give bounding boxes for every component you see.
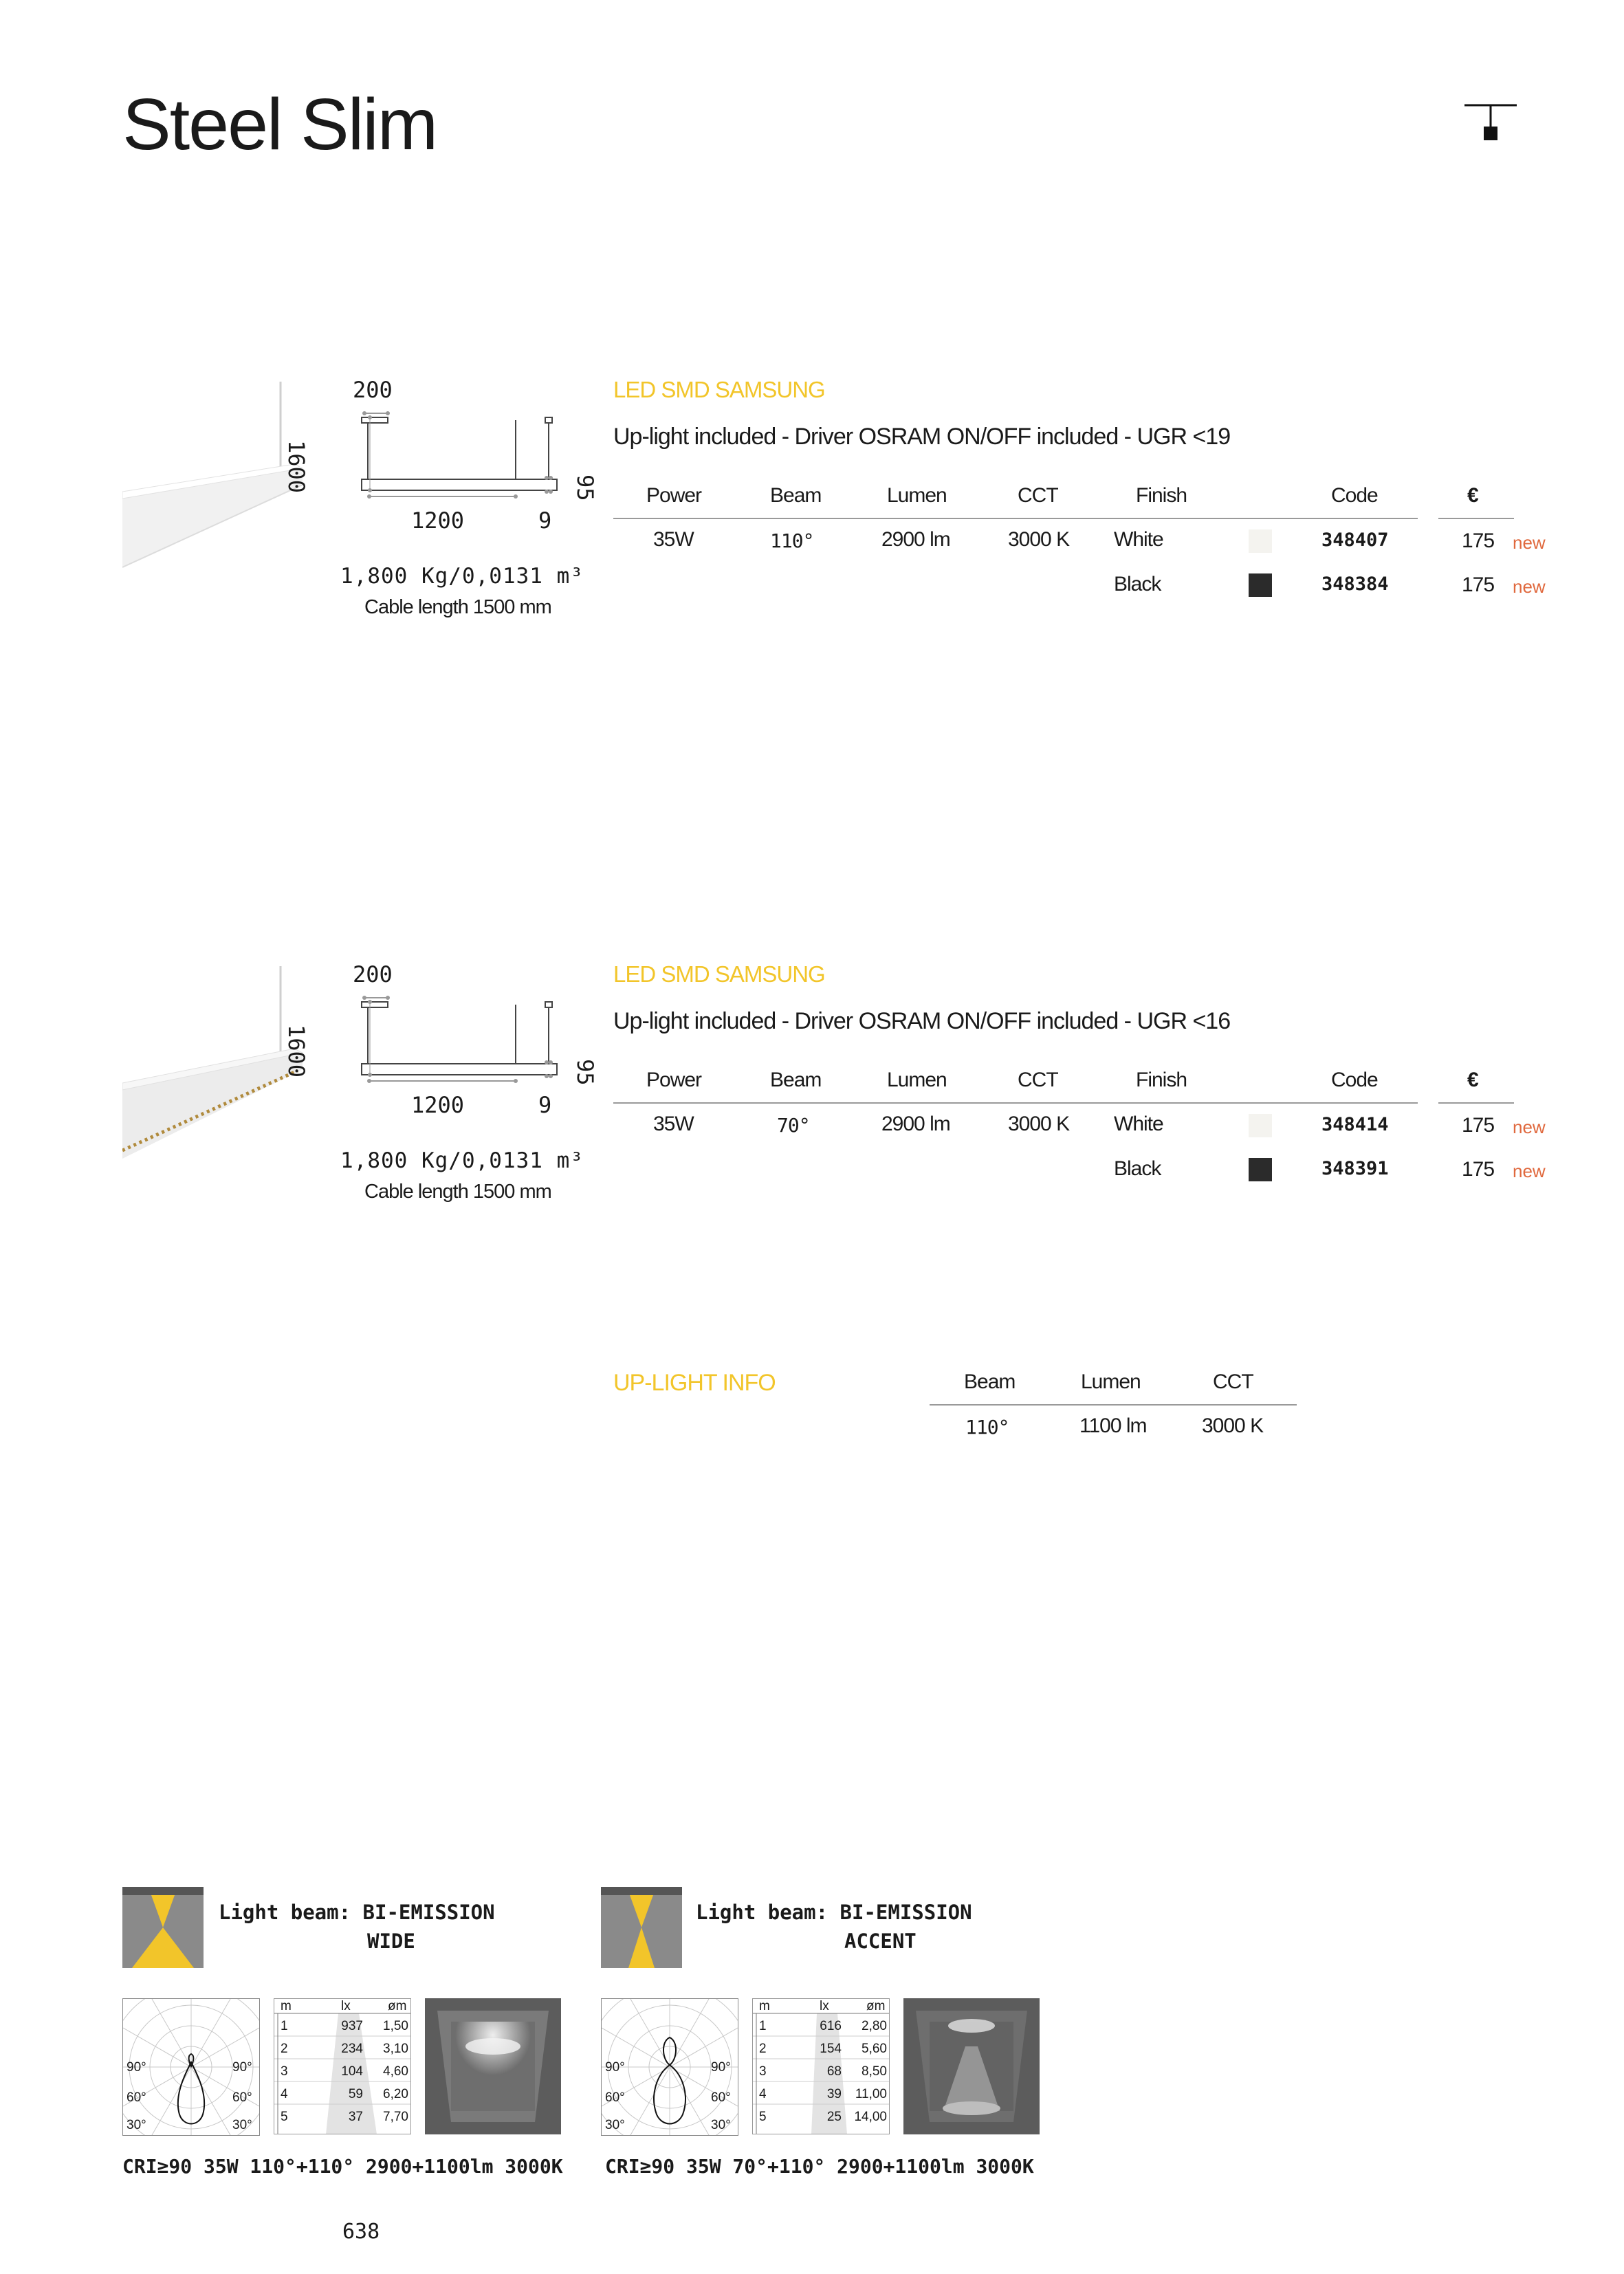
table-cell-lx: 37 (348, 2110, 363, 2124)
table-cell-om: 8,50 (862, 2064, 887, 2079)
angle-30-left: 30° (605, 2118, 625, 2132)
col-lumen: Lumen (887, 1069, 947, 1091)
table-header-m: m (281, 1999, 292, 2013)
table-cell-om: 1,50 (383, 2019, 408, 2033)
product-subtitle: Up-light included - Driver OSRAM ON/OFF included - UGR <16 (613, 1008, 1231, 1034)
product-code: 348414 (1321, 1114, 1389, 1135)
page-title: Steel Slim (122, 84, 437, 165)
table-cell-om: 7,70 (383, 2110, 408, 2124)
spec-power: 35W (653, 1113, 694, 1135)
spec-beam: 70° (777, 1114, 810, 1137)
uplight-col-cct: CCT (1213, 1370, 1253, 1393)
product-code: 348384 (1321, 573, 1389, 595)
table-cell-lx: 154 (820, 2042, 842, 2056)
swatch-black (1249, 573, 1272, 597)
col-code: Code (1331, 484, 1378, 507)
product-image (122, 382, 308, 574)
illuminance-table (752, 1998, 890, 2134)
angle-60-right: 60° (232, 2090, 252, 2105)
uplight-cct: 3000 K (1202, 1414, 1264, 1437)
weight-volume: 1,800 Kg/0,0131 m³ (340, 564, 584, 589)
finish-white: White (1114, 1113, 1163, 1135)
table-header-lx: lx (341, 1999, 351, 2013)
col-finish: Finish (1136, 484, 1187, 507)
beam-type: BI-EMISSION (362, 1901, 495, 1924)
beam-type-icon (601, 1887, 682, 1968)
dim-side-b: 95 (572, 1059, 598, 1086)
table-cell-m: 5 (759, 2110, 767, 2124)
beam-label: Light beam: (219, 1901, 351, 1924)
table-cell-om: 4,60 (383, 2064, 408, 2079)
table-cell-m: 3 (281, 2064, 288, 2079)
table-cell-lx: 59 (348, 2087, 363, 2101)
finish-white: White (1114, 528, 1163, 551)
table-cell-om: 6,20 (383, 2087, 408, 2101)
new-badge: new (1513, 532, 1546, 553)
table-cell-lx: 616 (820, 2019, 842, 2033)
col-lumen: Lumen (887, 484, 947, 507)
photometry-caption: CRI≥90 35W 70°+110° 2900+1100lm 3000K (605, 2155, 1034, 2178)
table-cell-om: 11,00 (855, 2087, 887, 2101)
source-label: LED SMD SAMSUNG (613, 961, 825, 987)
pendant-icon (1463, 103, 1518, 144)
col-cct: CCT (1018, 484, 1058, 507)
price: 175 (1462, 529, 1495, 552)
light-render (903, 1998, 1040, 2134)
swatch-white (1249, 529, 1272, 553)
table-header-m: m (759, 1999, 770, 2013)
new-badge: new (1513, 576, 1546, 597)
uplight-label: UP-LIGHT INFO (613, 1370, 776, 1396)
uplight-lumen: 1100 lm (1079, 1414, 1147, 1437)
col-cct: CCT (1018, 1069, 1058, 1091)
angle-30-right: 30° (232, 2118, 252, 2132)
uplight-beam: 110° (965, 1416, 1009, 1439)
price-rule (1438, 1102, 1514, 1104)
spec-cct: 3000 K (1008, 1113, 1070, 1135)
col-finish: Finish (1136, 1069, 1187, 1091)
dim-side-a: 9 (538, 1092, 552, 1118)
dim-width: 200 (353, 377, 393, 403)
cable-length: Cable length 1500 mm (364, 1181, 551, 1203)
table-cell-m: 2 (281, 2042, 288, 2056)
dim-side-a: 9 (538, 507, 552, 534)
beam-type-icon (122, 1887, 204, 1968)
table-cell-m: 2 (759, 2042, 767, 2056)
dim-length: 1200 (411, 1092, 465, 1118)
table-cell-lx: 937 (341, 2019, 363, 2033)
beam-label: Light beam: (696, 1901, 829, 1924)
table-cell-lx: 104 (341, 2064, 363, 2079)
uplight-col-lumen: Lumen (1081, 1370, 1141, 1393)
col-beam: Beam (770, 484, 822, 507)
angle-60-left: 60° (605, 2090, 625, 2105)
uplight-col-beam: Beam (964, 1370, 1016, 1393)
col-power: Power (646, 1069, 702, 1091)
dim-side-b: 95 (572, 474, 598, 501)
dim-height: 1600 (283, 1025, 309, 1078)
price: 175 (1462, 1158, 1495, 1181)
cable-length: Cable length 1500 mm (364, 596, 551, 618)
table-cell-m: 1 (759, 2019, 767, 2033)
angle-60-right: 60° (711, 2090, 731, 2105)
uplight-rule (930, 1404, 1297, 1406)
angle-60-left: 60° (127, 2090, 146, 2105)
table-cell-lx: 39 (826, 2087, 842, 2101)
weight-volume: 1,800 Kg/0,0131 m³ (340, 1148, 584, 1173)
table-cell-m: 4 (281, 2087, 288, 2101)
table-header-om: øm (866, 1999, 886, 2013)
beam-type: BI-EMISSION (840, 1901, 972, 1924)
spec-lumen: 2900 lm (881, 1113, 950, 1135)
table-cell-lx: 25 (826, 2110, 842, 2124)
table-cell-lx: 68 (826, 2064, 842, 2079)
new-badge: new (1513, 1161, 1546, 1181)
table-rule (613, 518, 1418, 519)
product-subtitle: Up-light included - Driver OSRAM ON/OFF included - UGR <19 (613, 424, 1231, 450)
price: 175 (1462, 573, 1495, 596)
spec-cct: 3000 K (1008, 528, 1070, 551)
finish-black: Black (1114, 1157, 1161, 1180)
dim-length: 1200 (411, 507, 465, 534)
angle-30-right: 30° (711, 2118, 731, 2132)
col-code: Code (1331, 1069, 1378, 1091)
table-cell-m: 5 (281, 2110, 288, 2124)
col-power: Power (646, 484, 702, 507)
table-header-lx: lx (820, 1999, 829, 2013)
dim-height: 1600 (283, 440, 309, 494)
light-render (425, 1998, 561, 2134)
product-image (122, 966, 308, 1159)
table-cell-lx: 234 (341, 2042, 363, 2056)
table-cell-om: 2,80 (862, 2019, 887, 2033)
col-price: € (1467, 1069, 1478, 1091)
finish-black: Black (1114, 573, 1161, 595)
price-rule (1438, 518, 1514, 519)
beam-variant: ACCENT (844, 1929, 917, 1953)
swatch-black (1249, 1158, 1272, 1181)
angle-30-left: 30° (127, 2118, 146, 2132)
beam-variant: WIDE (367, 1929, 415, 1953)
angle-90-right: 90° (232, 2060, 252, 2075)
angle-90-left: 90° (127, 2060, 146, 2075)
table-cell-m: 4 (759, 2087, 767, 2101)
table-cell-m: 1 (281, 2019, 288, 2033)
table-header-om: øm (388, 1999, 407, 2013)
table-cell-m: 3 (759, 2064, 767, 2079)
table-rule (613, 1102, 1418, 1104)
price: 175 (1462, 1114, 1495, 1137)
product-code: 348391 (1321, 1158, 1389, 1179)
spec-power: 35W (653, 528, 694, 551)
col-price: € (1467, 484, 1478, 507)
dim-width: 200 (353, 961, 393, 987)
swatch-white (1249, 1114, 1272, 1137)
table-cell-om: 14,00 (854, 2110, 887, 2124)
new-badge: new (1513, 1117, 1546, 1137)
angle-90-right: 90° (711, 2060, 731, 2075)
page-number: 638 (342, 2220, 380, 2244)
illuminance-table (274, 1998, 411, 2134)
table-cell-om: 5,60 (862, 2042, 887, 2056)
spec-beam: 110° (770, 529, 814, 552)
col-beam: Beam (770, 1069, 822, 1091)
angle-90-left: 90° (605, 2060, 625, 2075)
source-label: LED SMD SAMSUNG (613, 377, 825, 402)
spec-lumen: 2900 lm (881, 528, 950, 551)
photometry-caption: CRI≥90 35W 110°+110° 2900+1100lm 3000K (122, 2155, 563, 2178)
table-cell-om: 3,10 (383, 2042, 408, 2056)
product-code: 348407 (1321, 529, 1389, 551)
